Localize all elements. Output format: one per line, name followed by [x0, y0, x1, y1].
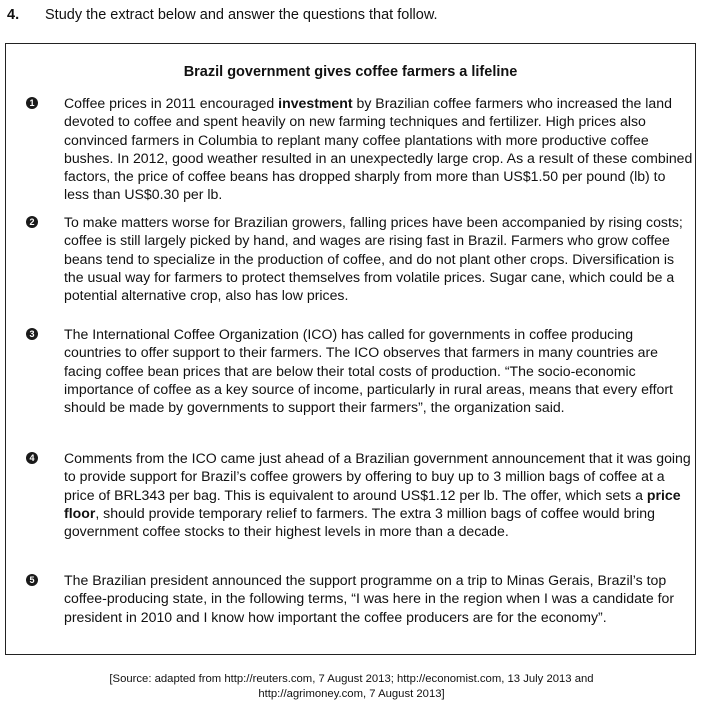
term-investment: investment: [278, 95, 353, 111]
extract-title: Brazil government gives coffee farmers a lifeline: [183, 64, 518, 80]
paragraph-1-segment: Coffee prices in 2011 encouraged: [64, 95, 279, 111]
paragraph-marker-3: 3: [26, 328, 38, 340]
question-number: 4.: [7, 7, 20, 23]
source-citation: [0, 672, 703, 702]
source-line-1: [Source: adapted from http://reuters.com, 7 August 2013; http://economist.com, 13 July 2013 and: [109, 673, 594, 685]
paragraph-5-text: [64, 571, 694, 626]
source-line-2: http://agrimoney.com, 7 August 2013]: [258, 688, 445, 700]
paragraph-marker-4: 4: [26, 452, 38, 464]
paragraph-4-segment: Comments from the ICO came just ahead of a Brazilian government announcement that it was going to provide support for Brazil’s coffee growers by offering to buy up to 3 million bags of coffee at a price of BRL343 per bag. This is equivalent to around US$1.12 per lb. The offer, which sets a: [64, 450, 691, 503]
extract-box: [5, 43, 696, 655]
term-price-floor: price floor: [64, 486, 681, 521]
paragraph-4-text: [64, 449, 694, 540]
paragraph-marker-2: 2: [26, 216, 38, 228]
paragraph-3-text: [64, 325, 694, 416]
question-instruction: Study the extract below and answer the questions that follow.: [45, 7, 438, 23]
paragraph-3-segment: The International Coffee Organization (ICO) has called for governments in coffee producing countries to offer support to their farmers. The ICO observes that farmers in many countries are facing coffee bean prices that are below their total costs of production. “The socio-economic importance of coffee as a key source of income, particularly in rural areas, means that every effort should be made by governments to support their farmers”, the organization said.: [64, 326, 673, 416]
paragraph-5-segment: The Brazilian president announced the support programme on a trip to Minas Gerais, Brazil’s top coffee-producing state, in the following terms, “I was here in the region when I was a candidate for president in 2010 and I know how important the coffee producers are for the economy”.: [64, 572, 675, 625]
paragraph-marker-1: 1: [26, 97, 38, 109]
paragraph-2-segment: To make matters worse for Brazilian growers, falling prices have been accompanied by rising costs; coffee is still largely picked by hand, and wages are rising fast in Brazil. Farmers who grow coffee beans tend to specialize in the production of coffee, and do not plant other crops. Diversification is the usual way for farmers to protect themselves from volatile prices. Sugar cane, which could be a potential alternative crop, also has low prices.: [64, 214, 683, 304]
paragraph-1-text: [64, 94, 694, 204]
paragraph-2-text: [64, 213, 694, 304]
paragraph-4-segment: , should provide temporary relief to farmers. The extra 3 million bags of coffee would bring government coffee stocks to their highest levels in more than a decade.: [64, 504, 655, 540]
paragraph-marker-5: 5: [26, 574, 38, 586]
paragraph-1-segment: by Brazilian coffee farmers who increased the land devoted to coffee and spent heavily on new farming techniques and fertilizer. High prices also convinced farmers in Columbia to replant many coffee plantations with more productive coffee bushes. In 2012, good weather resulted in an unexpectedly large crop. As a result of these combined factors, the price of coffee beans has dropped sharply from more than US$1.50 per pound (lb) to less than US$0.30 per lb.: [64, 95, 693, 203]
